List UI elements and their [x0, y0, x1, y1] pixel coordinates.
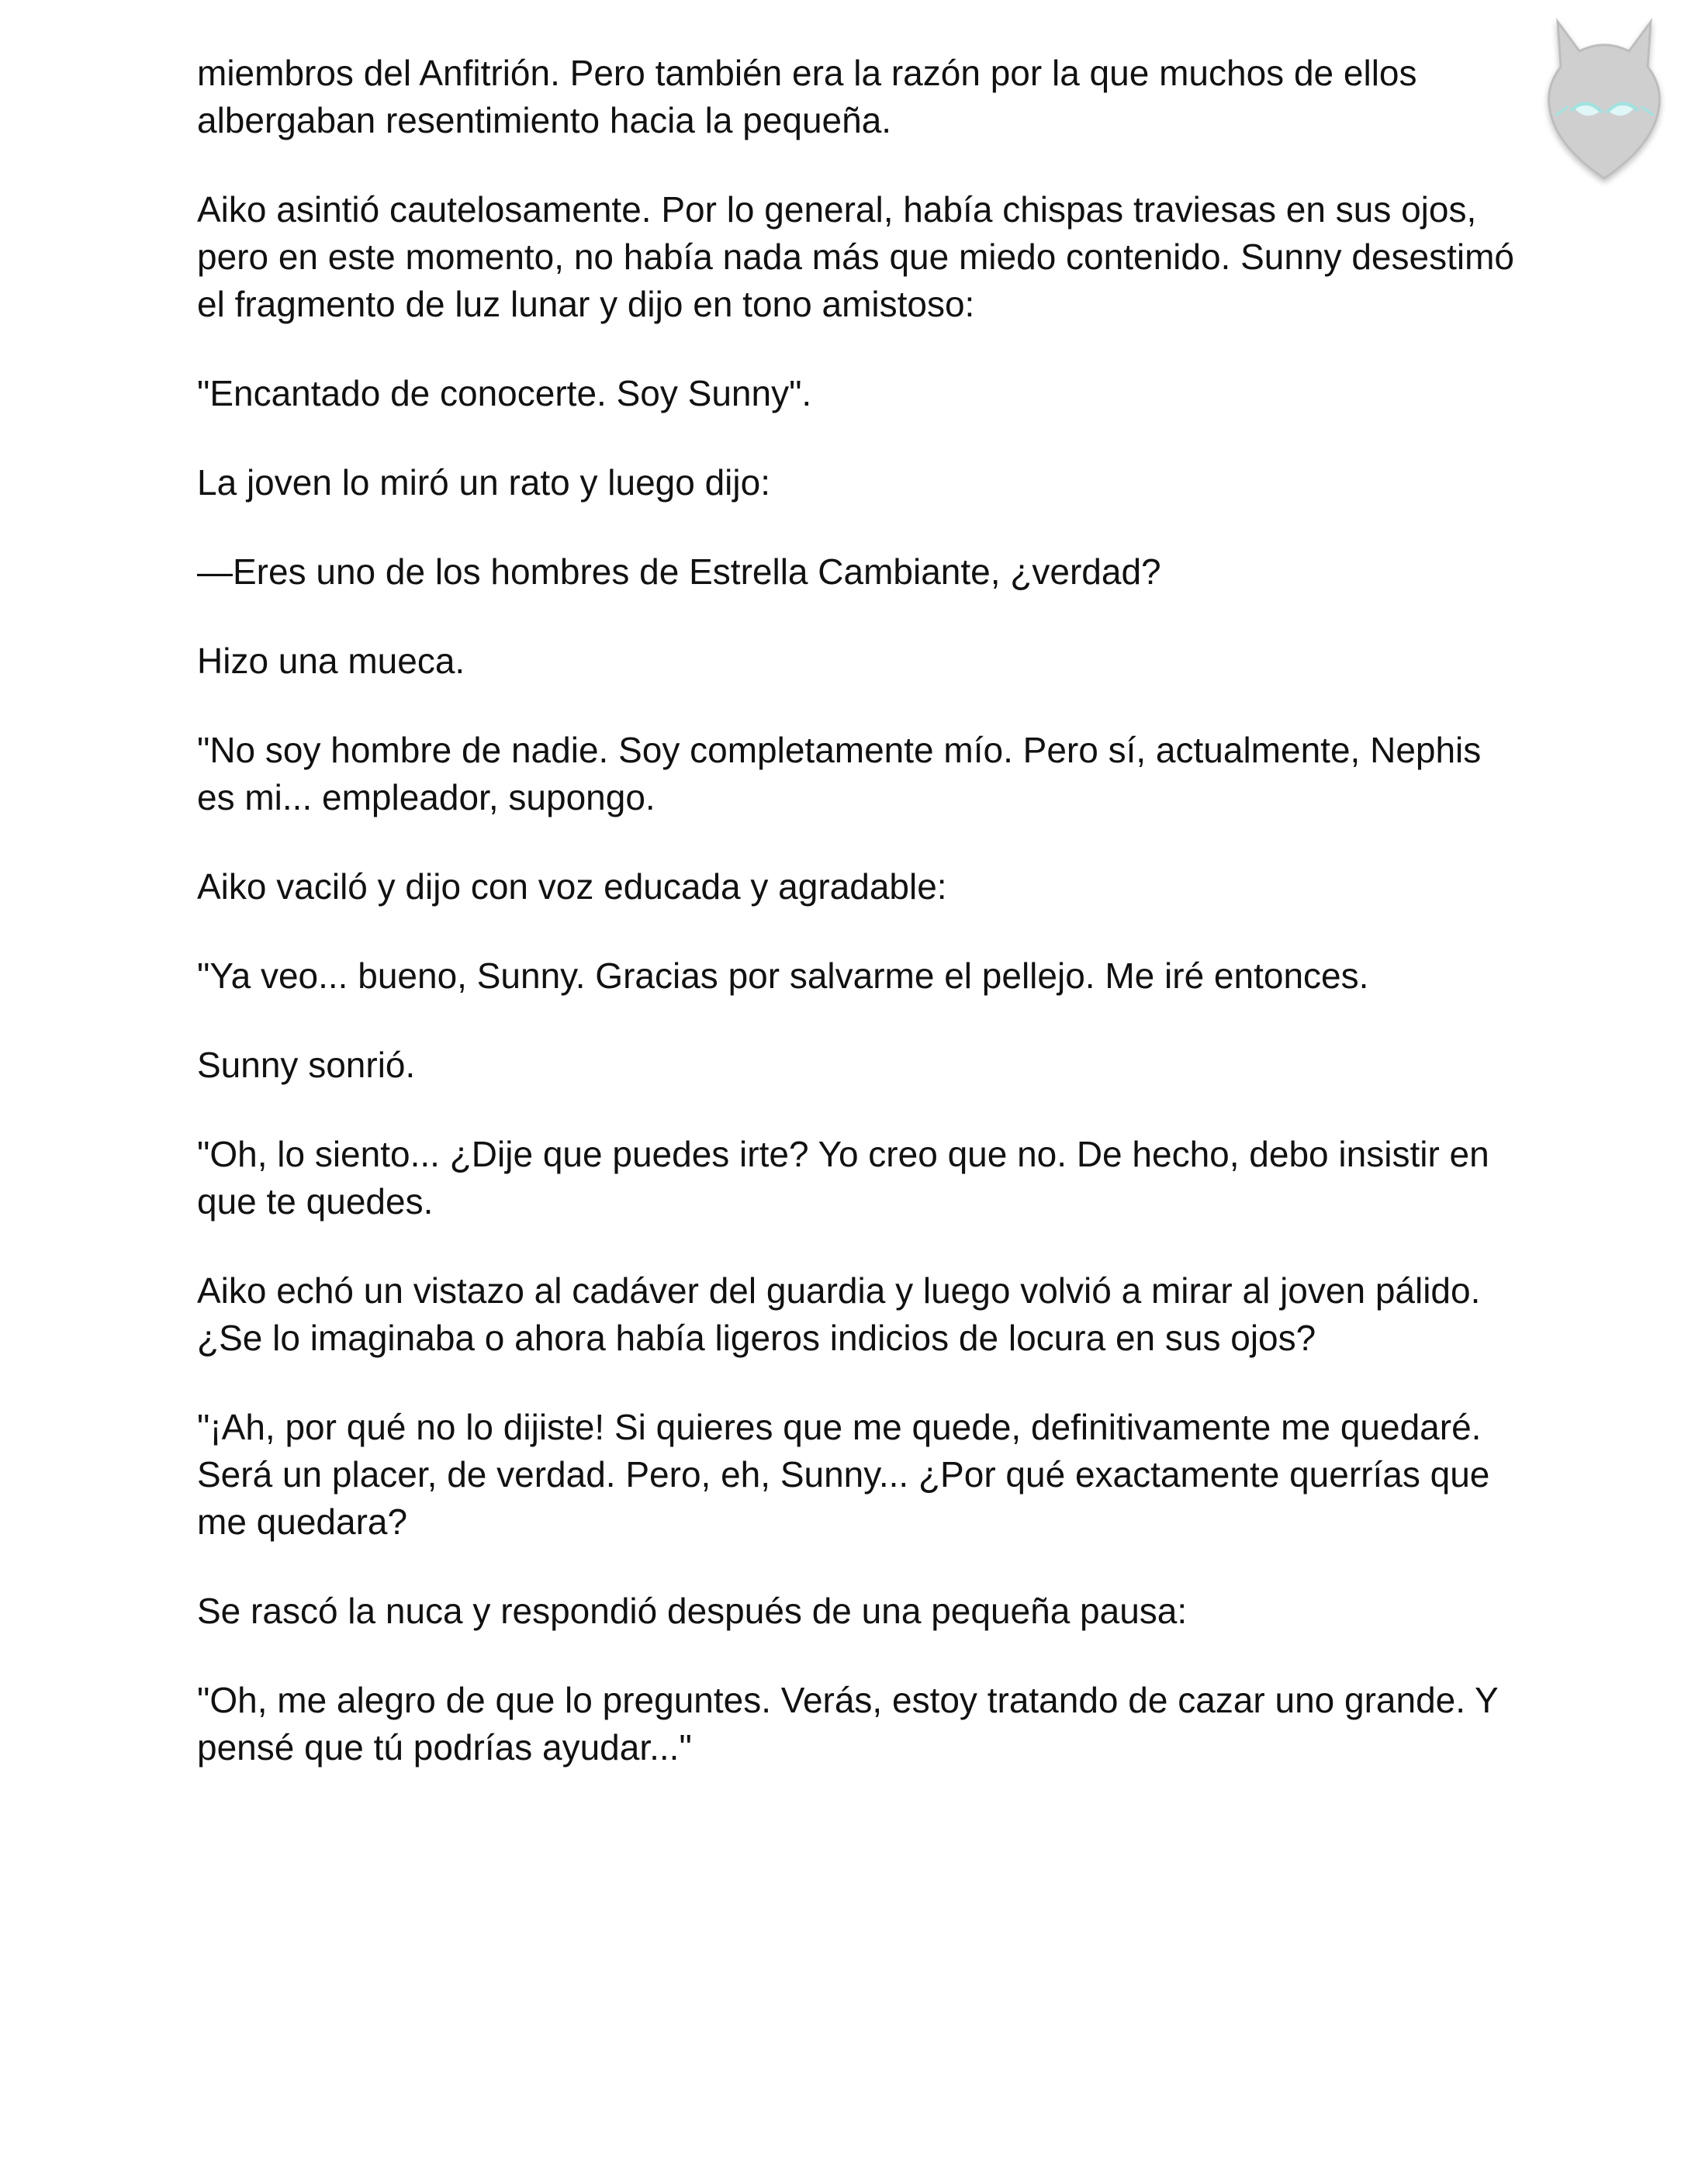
- paragraph-12: Aiko echó un vistazo al cadáver del guardia y luego volvió a mirar al joven pálido. ¿Se lo imaginaba o ahora había ligeros indicios de locura en sus ojos?: [197, 1270, 1481, 1358]
- paragraph-1: miembros del Anfitrión. Pero también era la razón por la que muchos de ellos albergaban resentimiento hacia la pequeña.: [197, 53, 1417, 140]
- paragraph-3: "Encantado de conocerte. Soy Sunny".: [197, 373, 812, 413]
- paragraph-7: "No soy hombre de nadie. Soy completamente mío. Pero sí, actualmente, Nephis es mi... empleador, supongo.: [197, 730, 1482, 817]
- paragraph-4: La joven lo miró un rato y luego dijo:: [197, 462, 770, 503]
- paragraph-14: Se rascó la nuca y respondió después de una pequeña pausa:: [197, 1591, 1188, 1631]
- paragraph-13: "¡Ah, por qué no lo dijiste! Si quieres que me quede, definitivamente me quedaré. Será un placer, de verdad. Pero, eh, Sunny... ¿Por qué exactamente querrías que me quedara?: [197, 1407, 1490, 1542]
- paragraph-15: "Oh, me alegro de que lo preguntes. Verás, estoy tratando de cazar uno grande. Y pensé que tú podrías ayudar...": [197, 1680, 1498, 1768]
- paragraph-9: "Ya veo... bueno, Sunny. Gracias por salvarme el pellejo. Me iré entonces.: [197, 955, 1369, 996]
- paragraph-10: Sunny sonrió.: [197, 1045, 416, 1085]
- demon-head-logo-svg: [1534, 16, 1674, 186]
- paragraph-2: Aiko asintió cautelosamente. Por lo general, había chispas traviesas en sus ojos, pero en este momento, no había nada más que miedo contenido. Sunny desestimó el fragmento de luz lunar y dijo en tono amistoso:: [197, 189, 1514, 324]
- paragraph-6: Hizo una mueca.: [197, 641, 465, 681]
- paragraph-11: "Oh, lo siento... ¿Dije que puedes irte? Yo creo que no. De hecho, debo insistir en que te quedes.: [197, 1134, 1489, 1222]
- demon-head-shape: [1549, 22, 1660, 178]
- paragraph-8: Aiko vaciló y dijo con voz educada y agradable:: [197, 866, 947, 907]
- document-body: [197, 50, 1516, 1813]
- paragraph-5: —Eres uno de los hombres de Estrella Cambiante, ¿verdad?: [197, 551, 1161, 592]
- demon-head-icon: [1534, 16, 1674, 186]
